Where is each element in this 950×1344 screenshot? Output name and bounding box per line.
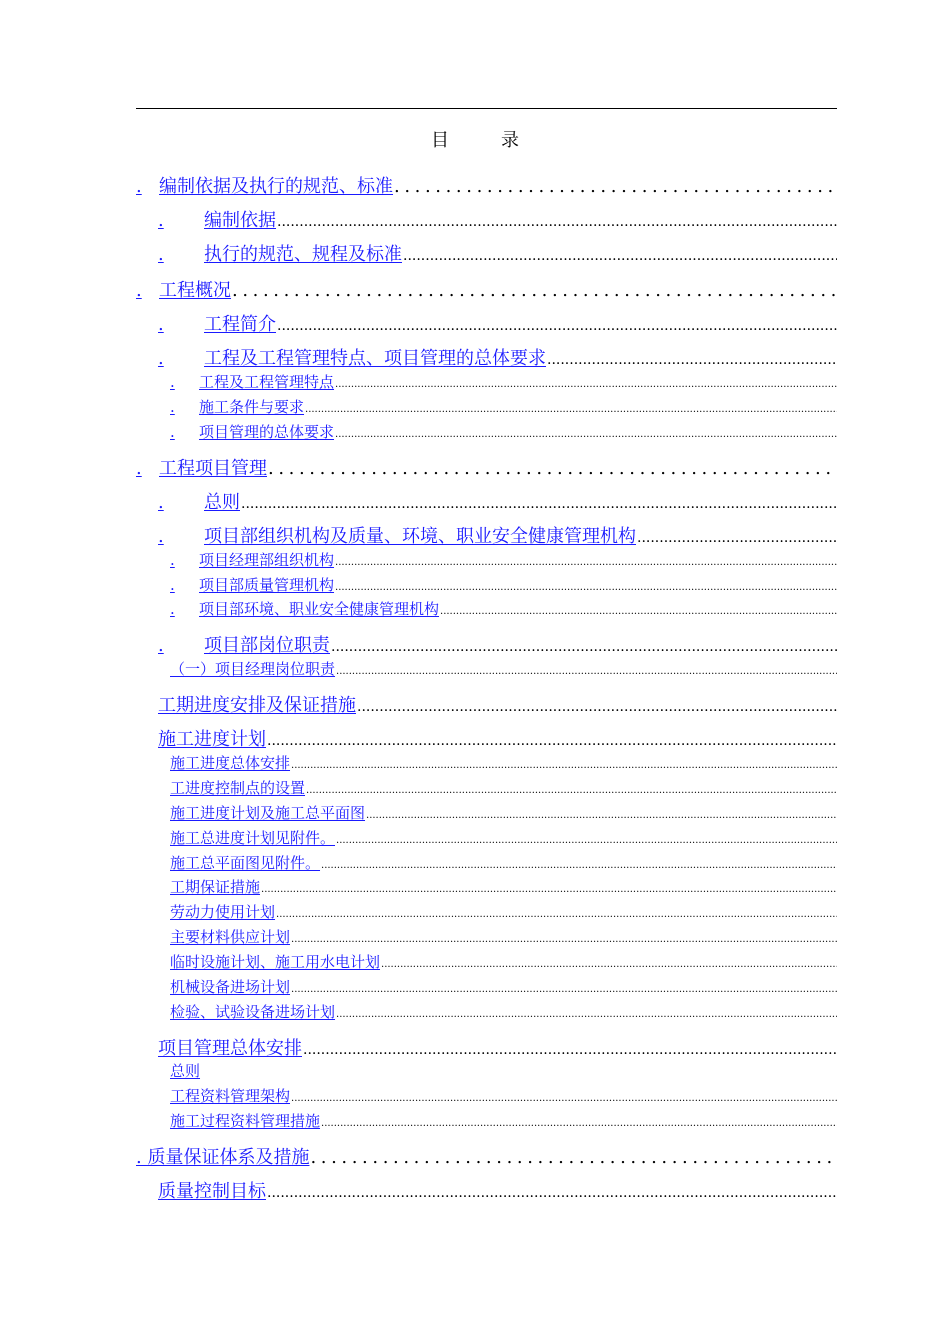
toc-entry-label: 项目经理部组织机构 (199, 551, 335, 569)
toc-entry-label: 编制依据 (204, 210, 276, 231)
toc-entry-3-2-2[interactable] (170, 574, 837, 595)
dot-leader (336, 1009, 837, 1020)
toc-entry-4[interactable] (158, 691, 837, 717)
toc-entry-label: 项目部岗位职责 (204, 635, 330, 656)
toc-entry-label: 工程及工程管理特点 (199, 373, 335, 391)
toc-entry-6-1[interactable] (158, 1177, 837, 1203)
dot-leader (335, 557, 837, 568)
toc-entry-1-1[interactable] (158, 206, 837, 232)
toc-entry-section3[interactable] (136, 454, 837, 480)
dot-leader (381, 959, 837, 970)
dot-leader (336, 666, 837, 677)
toc-entry-4-1-5[interactable] (170, 852, 837, 873)
toc-entry-number: . (158, 348, 164, 369)
toc-entry-label: （一）项目经理岗位职责 (170, 660, 336, 678)
toc-entry-3-3-1[interactable] (170, 658, 837, 679)
toc-entry-label: 工程概况 (159, 280, 231, 301)
dot-leader (268, 458, 837, 479)
dot-leader (310, 1147, 837, 1168)
toc-entry-number: . (170, 551, 175, 569)
toc-entry-4-1-1[interactable] (170, 752, 837, 773)
dot-leader (291, 1093, 837, 1104)
toc-entry-number: . (158, 210, 164, 231)
toc-entry-label: 质量控制目标 (158, 1181, 266, 1202)
dot-leader (277, 318, 837, 334)
toc-entry-label: 项目部组织机构及质量、环境、职业安全健康管理机构 (204, 526, 636, 547)
dot-leader (336, 835, 837, 846)
dot-leader (277, 214, 837, 230)
toc-entry-label: 机械设备进场计划 (170, 978, 291, 996)
toc-entry-label: 工程及工程管理特点、项目管理的总体要求 (204, 348, 546, 369)
dot-leader (267, 1185, 837, 1201)
dot-leader (241, 496, 837, 512)
dot-leader (331, 639, 837, 655)
toc-entry-label: 执行的规范、规程及标准 (204, 244, 402, 265)
toc-entry-label: 项目部质量管理机构 (199, 576, 335, 594)
toc-entry-section2[interactable] (136, 276, 837, 302)
dot-leader (291, 984, 837, 995)
toc-entry-number: . (158, 244, 164, 265)
toc-entry-1-2[interactable] (158, 240, 837, 266)
toc-entry-number: . (136, 458, 142, 479)
toc-entry-3-2-3[interactable] (170, 598, 837, 619)
toc-entry-number: . (136, 176, 142, 197)
toc-entry-section6[interactable] (136, 1143, 837, 1169)
toc-entry-label: 施工进度计划 (158, 729, 266, 750)
toc-entry-label: 总则 (204, 492, 240, 513)
header-rule (136, 108, 837, 109)
dot-leader (261, 884, 837, 895)
toc-entry-number: . (158, 526, 164, 547)
toc-entry-label: 工程简介 (204, 314, 276, 335)
toc-entry-number: . (170, 398, 175, 416)
toc-entry-5[interactable] (158, 1034, 837, 1060)
toc-entry-4-1-11[interactable] (170, 1001, 837, 1022)
toc-entry-3-2-1[interactable] (170, 549, 837, 570)
dot-leader (305, 404, 837, 415)
toc-entry-label: 总则 (170, 1062, 201, 1080)
toc-entry-number: . (170, 576, 175, 594)
toc-entry-label: 编制依据及执行的规范、标准 (159, 176, 393, 197)
toc-entry-4-1-10[interactable] (170, 976, 837, 997)
toc-entry-4-1-2[interactable] (170, 777, 837, 798)
toc-entry-label: 项目部环境、职业安全健康管理机构 (199, 600, 440, 618)
dot-leader (335, 379, 837, 390)
toc-entry-5-3[interactable] (170, 1110, 837, 1131)
dot-leader (291, 934, 837, 945)
toc-entry-number: . (158, 314, 164, 335)
toc-entry-2-2[interactable] (158, 344, 837, 370)
dot-leader (321, 860, 837, 871)
toc-entry-label: 施工进度计划及施工总平面图 (170, 804, 366, 822)
toc-entry-number: . (136, 280, 142, 301)
dot-leader (306, 785, 837, 796)
toc-entry-4-1-6[interactable] (170, 876, 837, 897)
toc-entry-label: 施工条件与要求 (199, 398, 305, 416)
dot-leader (335, 582, 837, 593)
dot-leader (267, 733, 837, 749)
toc-entry-4-1-4[interactable] (170, 827, 837, 848)
toc-entry-2-2-1[interactable] (170, 371, 837, 392)
toc-entry-label: 施工总进度计划见附件。 (170, 829, 336, 847)
toc-entry-5-2[interactable] (170, 1085, 837, 1106)
toc-entry-2-2-3[interactable] (170, 421, 837, 442)
toc-entry-label: 主要材料供应计划 (170, 928, 291, 946)
dot-leader (232, 280, 837, 301)
toc-entry-4-1-7[interactable] (170, 901, 837, 922)
toc-entry-number: . (170, 373, 175, 391)
toc-entry-label: 检验、试验设备进场计划 (170, 1003, 336, 1021)
dot-leader (303, 1042, 837, 1058)
toc-entry-label: 施工过程资料管理措施 (170, 1112, 321, 1130)
dot-leader (335, 429, 837, 440)
toc-entry-label: 工进度控制点的设置 (170, 779, 306, 797)
toc-entry-number: . (158, 635, 164, 656)
toc-entry-2-2-2[interactable] (170, 396, 837, 417)
toc-title-right: 录 (501, 130, 519, 151)
dot-leader (291, 760, 837, 771)
toc-entry-4-1-3[interactable] (170, 802, 837, 823)
toc-entry-number: . (158, 492, 164, 513)
toc-entry-number: . (170, 423, 175, 441)
toc-entry-label: 劳动力使用计划 (170, 903, 276, 921)
dot-leader (321, 1118, 837, 1129)
toc-entry-label: . 质量保证体系及措施 (136, 1147, 310, 1168)
toc-entry-4-1-8[interactable] (170, 926, 837, 947)
toc-title-left: 目 (431, 130, 449, 151)
dot-leader (357, 699, 837, 715)
toc-entry-5-1[interactable] (170, 1060, 837, 1081)
toc-entry-label: 工期进度安排及保证措施 (158, 695, 356, 716)
toc-entry-4-1[interactable] (158, 725, 837, 751)
toc-entry-label: 临时设施计划、施工用水电计划 (170, 953, 381, 971)
toc-entry-3-2[interactable] (158, 522, 837, 548)
toc-entry-section1[interactable] (136, 172, 837, 198)
dot-leader (440, 606, 837, 617)
toc-entry-label: 项目管理的总体要求 (199, 423, 335, 441)
dot-leader (394, 176, 837, 197)
toc-entry-number: . (170, 600, 175, 618)
toc-entry-label: 工期保证措施 (170, 878, 261, 896)
toc-entry-label: 施工进度总体安排 (170, 754, 291, 772)
dot-leader (403, 248, 837, 264)
dot-leader (276, 909, 837, 920)
toc-entry-3-1[interactable] (158, 488, 837, 514)
toc-entry-label: 工程资料管理架构 (170, 1087, 291, 1105)
dot-leader (366, 810, 837, 821)
toc-entry-2-1[interactable] (158, 310, 837, 336)
toc-title (0, 126, 950, 152)
toc-entry-label: 施工总平面图见附件。 (170, 854, 321, 872)
dot-leader (547, 352, 837, 368)
dot-leader (637, 530, 837, 546)
toc-entry-3-3[interactable] (158, 631, 837, 657)
toc-entry-label: 项目管理总体安排 (158, 1038, 302, 1059)
toc-entry-4-1-9[interactable] (170, 951, 837, 972)
toc-entry-label: 工程项目管理 (159, 458, 267, 479)
